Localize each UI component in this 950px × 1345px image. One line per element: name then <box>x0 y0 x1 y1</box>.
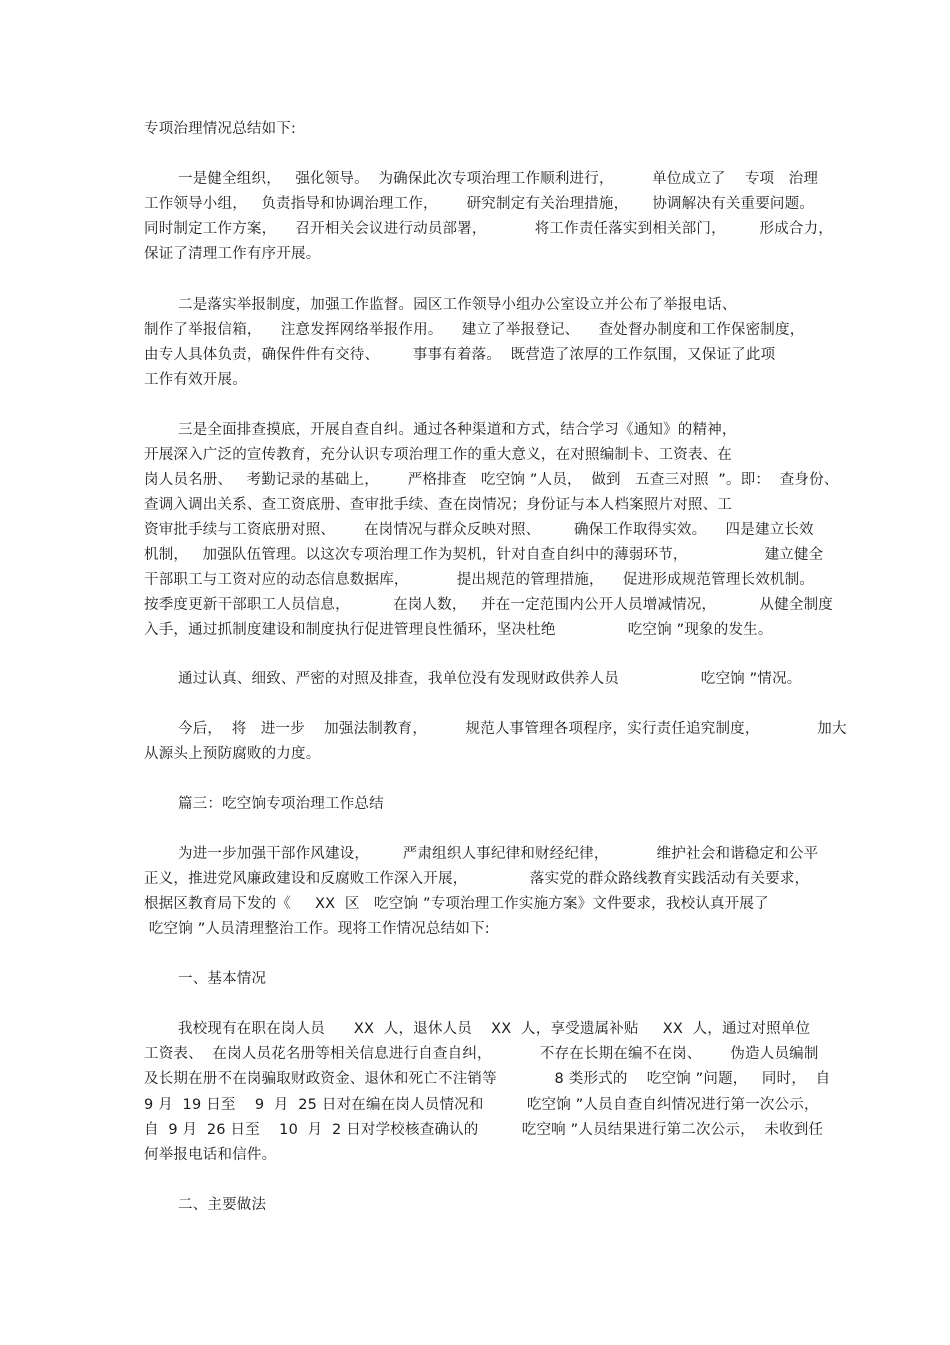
paragraph-7-line-4: 9 月 19 日至 9 月 25 日对在编在岗人员情况和 吃空饷 ”人员自查自纠情况进行第一次公示， <box>144 1097 819 1113</box>
section-1-heading: 一、基本情况 <box>178 971 267 987</box>
paragraph-7-line-6: 何举报电话和信件。 <box>144 1147 277 1163</box>
paragraph-3-line-3: 岗人员名册、 考勤记录的基础上， 严格排查 吃空饷 ”人员， 做到 五查三对照 ”。即： 查身份、 <box>144 472 839 488</box>
paragraph-2-line-4: 工作有效开展。 <box>144 372 247 388</box>
paragraph-3-line-7: 干部职工与工资对应的动态信息数据库， 提出规范的管理措施， 促进形成规范管理长效机制。 <box>144 572 815 588</box>
paragraph-6-line-3: 根据区教育局下发的《 XX 区 吃空饷 ”专项治理工作实施方案》文件要求，我校认真开展了 <box>144 896 769 912</box>
paragraph-1-line-4: 保证了清理工作有序开展。 <box>144 246 321 262</box>
paragraph-6-line-4: 吃空饷 ”人员清理整治工作。现将工作情况总结如下: <box>144 921 490 937</box>
section-2-heading: 二、主要做法 <box>178 1197 267 1213</box>
paragraph-2-line-2: 制作了举报信箱， 注意发挥网络举报作用。 建立了举报登记、 查处督办制度和工作保密制度， <box>144 322 805 338</box>
paragraph-7-line-1: 我校现有在职在岗人员 XX 人，退休人员 XX 人，享受遗属补贴 XX 人，通过对照单位 <box>178 1021 811 1037</box>
paragraph-1-line-3: 同时制定工作方案， 召开相关会议进行动员部署， 将工作责任落实到相关部门， 形成合力， <box>144 221 833 237</box>
paragraph-4-line-1: 通过认真、细致、严密的对照及排查，我单位没有发现财政供养人员 吃空饷 ”情况。 <box>178 671 802 687</box>
paragraph-3-line-5: 资审批手续与工资底册对照、 在岗情况与群众反映对照、 确保工作取得实效。 四是建立长效 <box>144 522 814 538</box>
paragraph-3-line-4: 查调入调出关系、查工资底册、查审批手续、查在岗情况；身份证与本人档案照片对照、工 <box>144 497 732 513</box>
paragraph-1-line-1: 一是健全组织， 强化领导。 为确保此次专项治理工作顺利进行， 单位成立了 专项 治理 <box>178 171 819 187</box>
paragraph-7-line-5: 自 9 月 26 日至 10 月 2 日对学校核查确认的 吃空响 ”人员结果进行第二次公示， 未收到任 <box>144 1122 824 1138</box>
paragraph-6-line-2: 正义，推进党风廉政建设和反腐败工作深入开展， 落实党的群众路线教育实践活动有关要求， <box>144 871 810 887</box>
paragraph-3-line-6: 机制， 加强队伍管理。以这次专项治理工作为契机，针对自查自纠中的薄弱环节， 建立健全 <box>144 547 824 563</box>
paragraph-3-line-9: 入手，通过抓制度建设和制度执行促进管理良性循环，坚决杜绝 吃空饷 ”现象的发生。 <box>144 622 773 638</box>
paragraph-3-line-1: 三是全面排查摸底，开展自查自纠。通过各种渠道和方式，结合学习《通知》的精神， <box>178 422 737 438</box>
paragraph-3-line-2: 开展深入广泛的宣传教育，充分认识专项治理工作的重大意义，在对照编制卡、工资表、在 <box>144 447 732 463</box>
paragraph-7-line-3: 及长期在册不在岗骗取财政资金、退休和死亡不注销等 8 类形式的 吃空饷 ”问题， 同时， 自 <box>144 1071 831 1087</box>
paragraph-1-line-2: 工作领导小组， 负责指导和协调治理工作， 研究制定有关治理措施， 协调解决有关重要问题。 <box>144 196 815 212</box>
paragraph-6-line-1: 为进一步加强干部作风建设， 严肃组织人事纪律和财经纪律， 维护社会和谐稳定和公平 <box>178 846 819 862</box>
paragraph-2-line-3: 由专人具体负责，确保件件有交待、 事事有着落。 既营造了浓厚的工作氛围，又保证了此项 <box>144 347 776 363</box>
intro-line: 专项治理情况总结如下: <box>144 121 297 137</box>
section-heading-3: 篇三：吃空饷专项治理工作总结 <box>178 796 384 812</box>
paragraph-2-line-1: 二是落实举报制度，加强工作监督。园区工作领导小组办公室设立并公布了举报电话、 <box>178 297 737 313</box>
paragraph-5-line-1: 今后， 将 进一步 加强法制教育， 规范人事管理各项程序，实行责任追究制度， 加大 <box>178 721 847 737</box>
paragraph-7-line-2: 工资表、 在岗人员花名册等相关信息进行自查自纠， 不存在长期在编不在岗、 伪造人员编制 <box>144 1046 819 1062</box>
paragraph-3-line-8: 按季度更新干部职工人员信息， 在岗人数， 并在一定范围内公开人员增减情况， 从健全制度 <box>144 597 833 613</box>
paragraph-5-line-2: 从源头上预防腐败的力度。 <box>144 746 321 762</box>
